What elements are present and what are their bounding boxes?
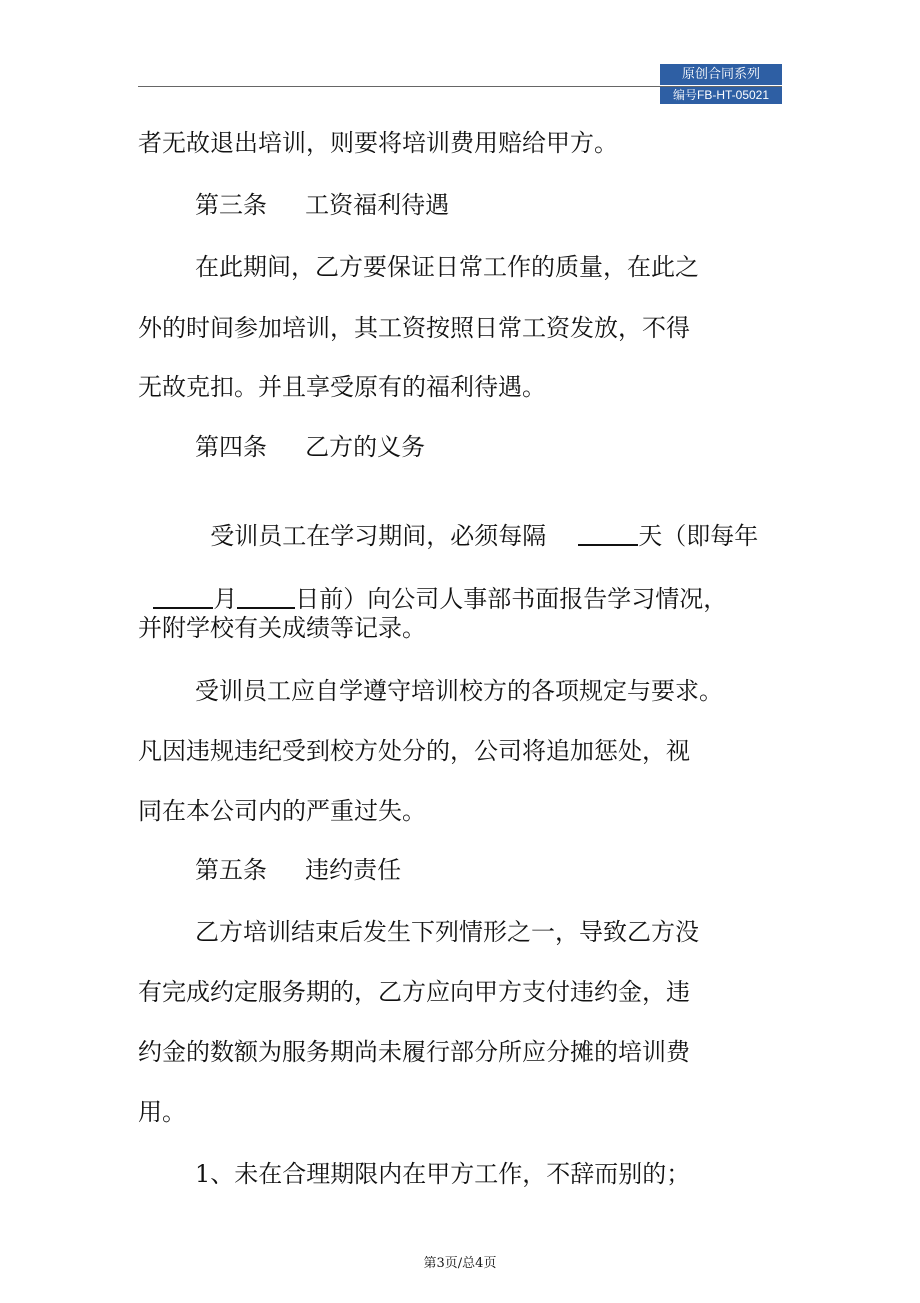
document-code: 编号FB-HT-05021 [660,87,782,104]
paragraph-line: 约金的数额为服务期尚未履行部分所应分摊的培训费 [138,1038,690,1066]
series-badge [660,64,782,104]
paragraph-line: 者无故退出培训，则要将培训费用赔给甲方。 [138,129,618,157]
paragraph-line: 并附学校有关成绩等记录。 [138,614,426,642]
paragraph-line: 用。 [138,1098,186,1126]
paragraph-line [138,554,727,614]
paragraph-line: 在此期间，乙方要保证日常工作的质量，在此之 [195,253,699,281]
fill-blank [237,585,295,609]
paragraph-line: 乙方培训结束后发生下列情形之一，导致乙方没 [195,918,699,946]
paragraph-line: 外的时间参加培训，其工资按照日常工资发放，不得 [138,314,690,342]
line-text: 月 [213,585,238,613]
article-heading: 第四条 乙方的义务 [195,433,426,461]
paragraph-line: 凡因违规违纪受到校方处分的，公司将追加惩处，视 [138,737,690,765]
paragraph-line: 受训员工应自学遵守培训校方的各项规定与要求。 [195,677,723,705]
page-number: 第3页/总4页 [423,1256,497,1271]
fill-blank [578,522,638,546]
paragraph-line: 同在本公司内的严重过失。 [138,797,426,825]
fill-blank [153,585,213,609]
article-heading: 第三条 工资福利待遇 [195,191,450,219]
paragraph-line: 无故克扣。并且享受原有的福利待遇。 [138,373,546,401]
line-text: 日前）向公司人事部书面报告学习情况， [295,585,728,613]
line-text: 受训员工在学习期间，必须每隔 [210,522,547,550]
paragraph-line: 有完成约定服务期的，乙方应向甲方支付违约金，违 [138,978,690,1006]
list-item: 1、未在合理期限内在甲方工作，不辞而别的； [195,1160,691,1188]
article-heading: 第五条 违约责任 [195,856,402,884]
line-text: 天（即每年 [638,522,759,550]
paragraph-line [195,491,758,551]
series-label: 原创合同系列 [660,64,782,85]
